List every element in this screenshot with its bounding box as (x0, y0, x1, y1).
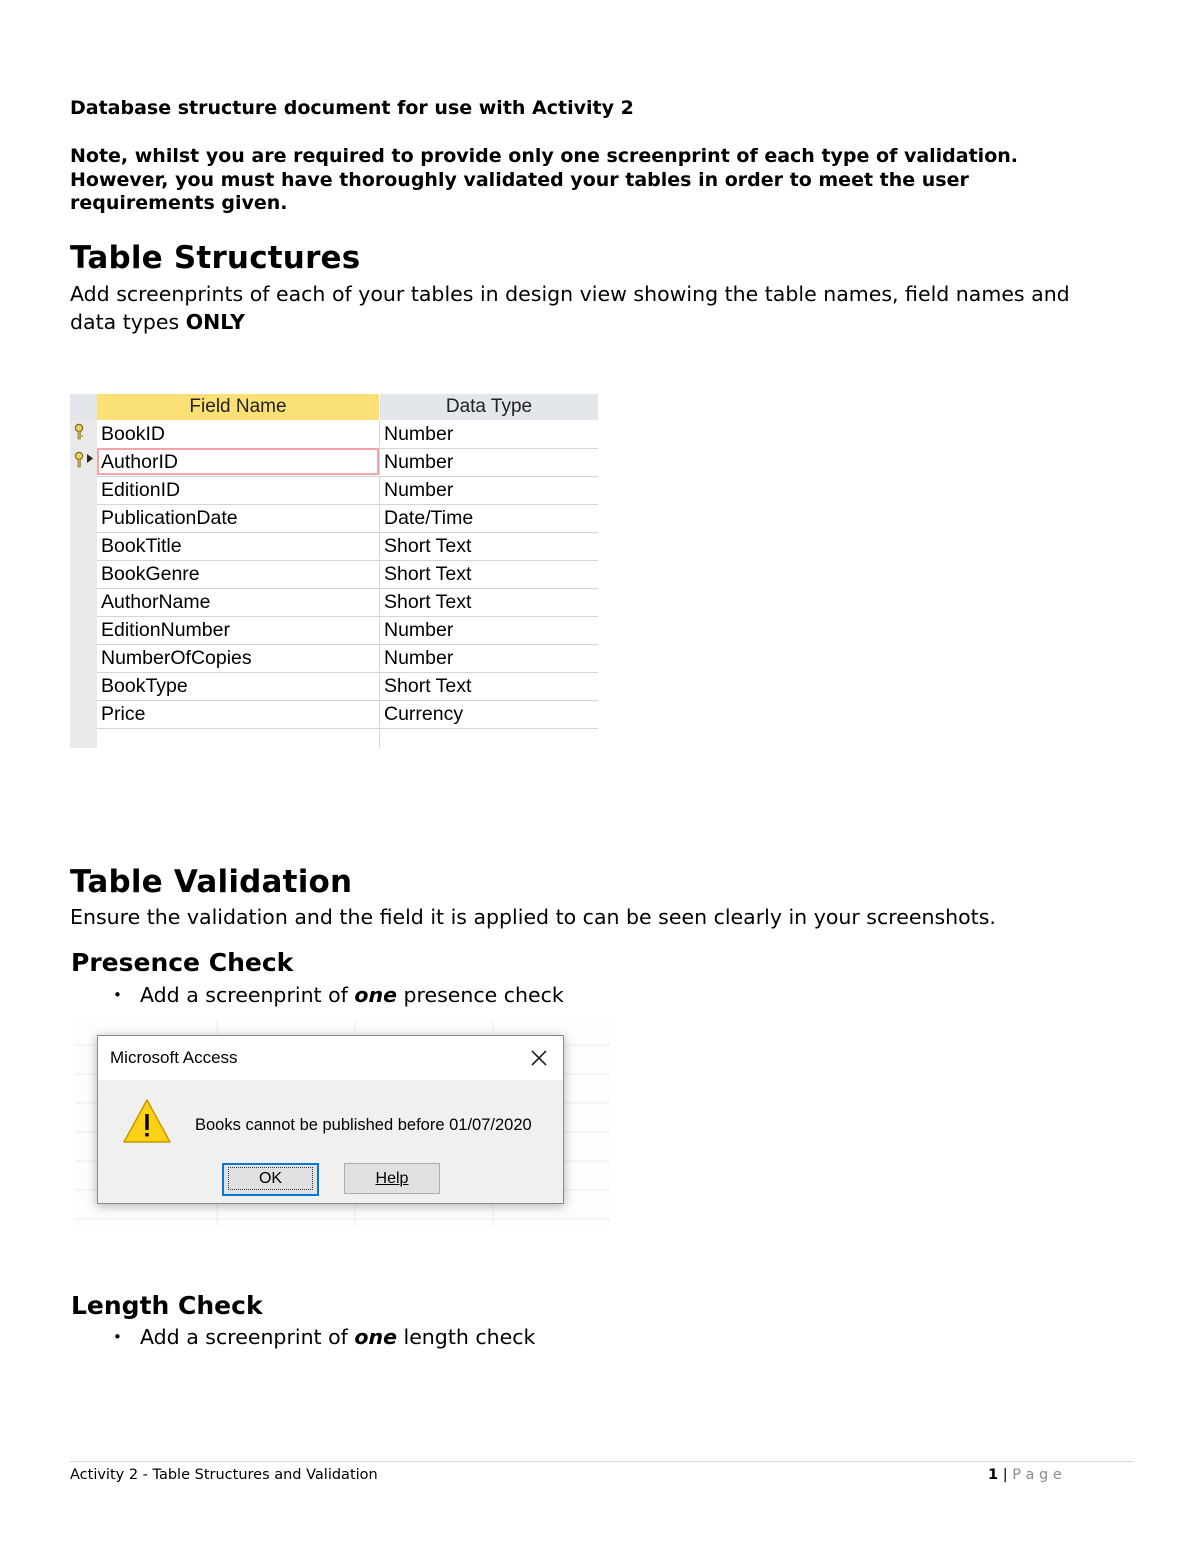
heading-table-structures: Table Structures (70, 240, 361, 276)
dialog-message: Books cannot be published before 01/07/2020 (195, 1116, 532, 1134)
table-row-new[interactable] (97, 728, 598, 748)
select-all-corner[interactable] (70, 394, 97, 420)
bullet: • (113, 1328, 122, 1346)
ok-label: OK (228, 1167, 313, 1190)
field-name-cell[interactable]: Price (101, 703, 146, 725)
help-button[interactable] (344, 1163, 440, 1194)
table-structures-desc (70, 280, 1150, 336)
data-type-cell[interactable]: Short Text (379, 672, 599, 699)
data-type-cell[interactable]: Date/Time (379, 504, 599, 531)
data-type-cell[interactable]: Number (379, 616, 599, 643)
table-validation-desc: Ensure the validation and the field it is applied to can be seen clearly in your screenshots. (70, 905, 996, 929)
data-type-cell[interactable]: Short Text (379, 560, 599, 587)
bullet-emphasis: one (354, 1325, 397, 1349)
bullet-text: length check (396, 1325, 536, 1349)
presence-check-bullet (113, 981, 564, 1009)
table-row[interactable] (97, 476, 598, 505)
field-name-cell[interactable]: PublicationDate (101, 507, 238, 529)
field-name-cell[interactable]: AuthorName (101, 591, 211, 613)
footer-divider (70, 1461, 1134, 1462)
primary-key-icon (73, 423, 87, 441)
desc-line (70, 308, 1150, 336)
help-label: Help (375, 1170, 409, 1187)
table-cell (379, 728, 599, 748)
bullet: • (113, 986, 122, 1004)
data-type-cell[interactable]: Currency (379, 700, 599, 727)
field-name-cell[interactable]: BookTitle (101, 535, 182, 557)
note-line: requirements given. (70, 192, 288, 214)
message-dialog (97, 1035, 564, 1204)
data-type-cell[interactable]: Number (379, 448, 599, 475)
warning-icon (122, 1098, 172, 1144)
page-number: 1 (988, 1467, 999, 1483)
intro-note (70, 145, 1018, 216)
table-row[interactable] (97, 420, 598, 449)
field-name-cell[interactable]: EditionID (101, 479, 181, 501)
note-line: However, you must have thoroughly validated your tables in order to meet the user (70, 168, 969, 191)
data-type-cell[interactable]: Number (379, 644, 599, 671)
table-row[interactable] (97, 588, 598, 617)
close-icon[interactable] (530, 1049, 548, 1067)
dialog-title: Microsoft Access (110, 1048, 238, 1067)
field-name-cell[interactable]: BookGenre (101, 563, 200, 585)
ok-button[interactable] (222, 1163, 319, 1196)
note-line: Note, whilst you are required to provide only one screenprint of each type of validation. (70, 145, 1018, 167)
length-check-bullet (113, 1323, 535, 1351)
field-name-cell[interactable]: BookType (101, 675, 188, 697)
desc-line: Add screenprints of each of your tables in design view showing the table names, field names and (70, 282, 1070, 306)
table-row[interactable] (97, 616, 598, 645)
column-header-field-name[interactable]: Field Name (97, 394, 379, 420)
table-row[interactable] (97, 672, 598, 701)
table-row[interactable] (97, 644, 598, 673)
table-row[interactable] (97, 560, 598, 589)
row-selector-column (70, 394, 97, 748)
table-row[interactable] (97, 532, 598, 561)
table-row[interactable] (97, 504, 598, 533)
field-name-cell[interactable]: NumberOfCopies (101, 647, 252, 669)
field-name-cell[interactable]: EditionNumber (101, 619, 230, 641)
intro-title: Database structure document for use with Activity 2 (70, 97, 634, 119)
footer-page (988, 1467, 1062, 1483)
heading-presence-check: Presence Check (71, 948, 294, 977)
footer-title: Activity 2 - Table Structures and Validation (70, 1467, 378, 1483)
field-name-cell[interactable]: BookID (101, 423, 165, 445)
bullet-text: Add a screenprint of (140, 1325, 355, 1349)
data-type-cell[interactable]: Short Text (379, 532, 599, 559)
data-type-cell[interactable]: Number (379, 476, 599, 503)
field-name-cell[interactable]: AuthorID (97, 448, 379, 475)
table-row[interactable] (97, 448, 598, 477)
dialog-titlebar[interactable] (98, 1036, 563, 1080)
column-header-data-type[interactable]: Data Type (380, 394, 598, 420)
bullet-emphasis: one (354, 983, 397, 1007)
desc-emphasis: ONLY (185, 310, 245, 334)
design-view-grid (70, 394, 598, 748)
bullet-text: Add a screenprint of (140, 983, 355, 1007)
bullet-text: presence check (396, 983, 564, 1007)
page-separator: | (998, 1467, 1013, 1483)
table-row[interactable] (97, 700, 598, 729)
page-word: P a g e (1012, 1467, 1062, 1483)
data-type-cell[interactable]: Short Text (379, 588, 599, 615)
heading-table-validation: Table Validation (70, 864, 353, 900)
data-type-cell[interactable]: Number (379, 420, 599, 447)
desc-text: data types (70, 310, 186, 334)
heading-length-check: Length Check (71, 1291, 263, 1320)
primary-key-current-row-icon (73, 451, 95, 469)
